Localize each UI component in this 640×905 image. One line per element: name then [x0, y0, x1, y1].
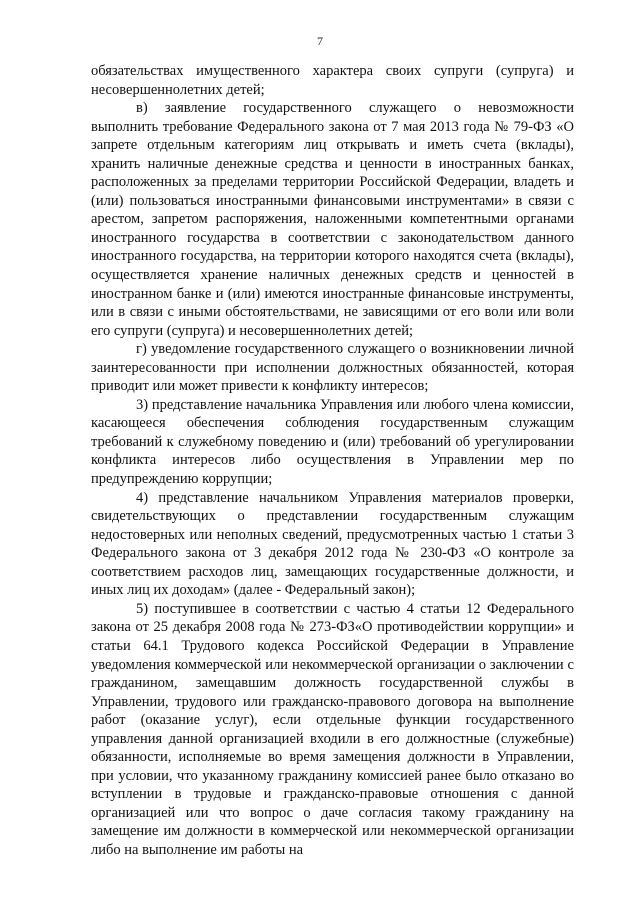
- page-number: 7: [317, 34, 323, 48]
- paragraph-item-g: г) уведомление государственного служащего о возникновении личной заинтересованности при исполнении должностных обязанностей, которая приводит или может привести к конфликту интересов;: [91, 341, 574, 395]
- paragraph-item-5: 5) поступившее в соответствии с частью 4 статьи 12 Федерального закона от 25 декабря 2008 года № 273-ФЗ«О противодействии коррупции» и статьи 64.1 Трудового кодекса Российской Федерации в Управление уведомления коммерческой или некоммерческой организации о заключении с гражданином, замещавшим должность государственной службы в Управлении, трудового или гражданско-правового договора на выполнение работ (оказание услуг), если отдельные функции государственного управления данной организацией входили в его должностные (служебные) обязанности, исполняемые во время замещения должности в Управлении, при условии, что указанному гражданину комиссией ранее было отказано во вступлении в трудовые и гражданско-правовые отношения с данной организацией или что вопрос о даче согласия такому гражданину на замещение им должности в коммерческой или некоммерческой организации либо на выполнение им работы на: [91, 600, 574, 858]
- paragraph-item-4: 4) представление начальником Управления материалов проверки, свидетельствующих о представлении государственным служащим недостоверных или неполных сведений, предусмотренных частью 1 статьи 3 Федерального закона от 3 декабря 2012 года № 230-ФЗ «О контроле за соответствием расходов лиц, замещающих государственные должности, и иных лиц их доходам» (далее - Федеральный закон);: [91, 489, 574, 599]
- paragraph-continuation: обязательствах имущественного характера своих супруги (супруга) и несовершеннолетних детей;: [91, 63, 574, 98]
- document-body: [91, 62, 574, 860]
- paragraph-item-v: в) заявление государственного служащего о невозможности выполнить требование Федерального закона от 7 мая 2013 года № 79-ФЗ «О запрете отдельным категориям лиц открывать и иметь счета (вклады), хранить наличные денежные средства и ценности в иностранных банках, расположенных за пределами территории Российской Федерации, владеть и (или) пользоваться иностранными финансовыми инструментами» в связи с арестом, запретом распоряжения, наложенными компетентными органами иностранного государства в соответствии с законодательством данного иностранного государства, на территории которого находятся счета (вклады), осуществляется хранение наличных денежных средств и ценностей в иностранном банке и (или) имеются иностранные финансовые инструменты, или в связи с иными обстоятельствами, не зависящими от его воли или воли его супруги (супруга) и несовершеннолетних детей;: [91, 100, 574, 339]
- paragraph-item-3: 3) представление начальника Управления или любого члена комиссии, касающееся обеспечения соблюдения государственным служащим требований к служебному поведению и (или) требований об урегулировании конфликта интересов либо осуществления в Управлении мер по предупреждению коррупции;: [91, 396, 574, 488]
